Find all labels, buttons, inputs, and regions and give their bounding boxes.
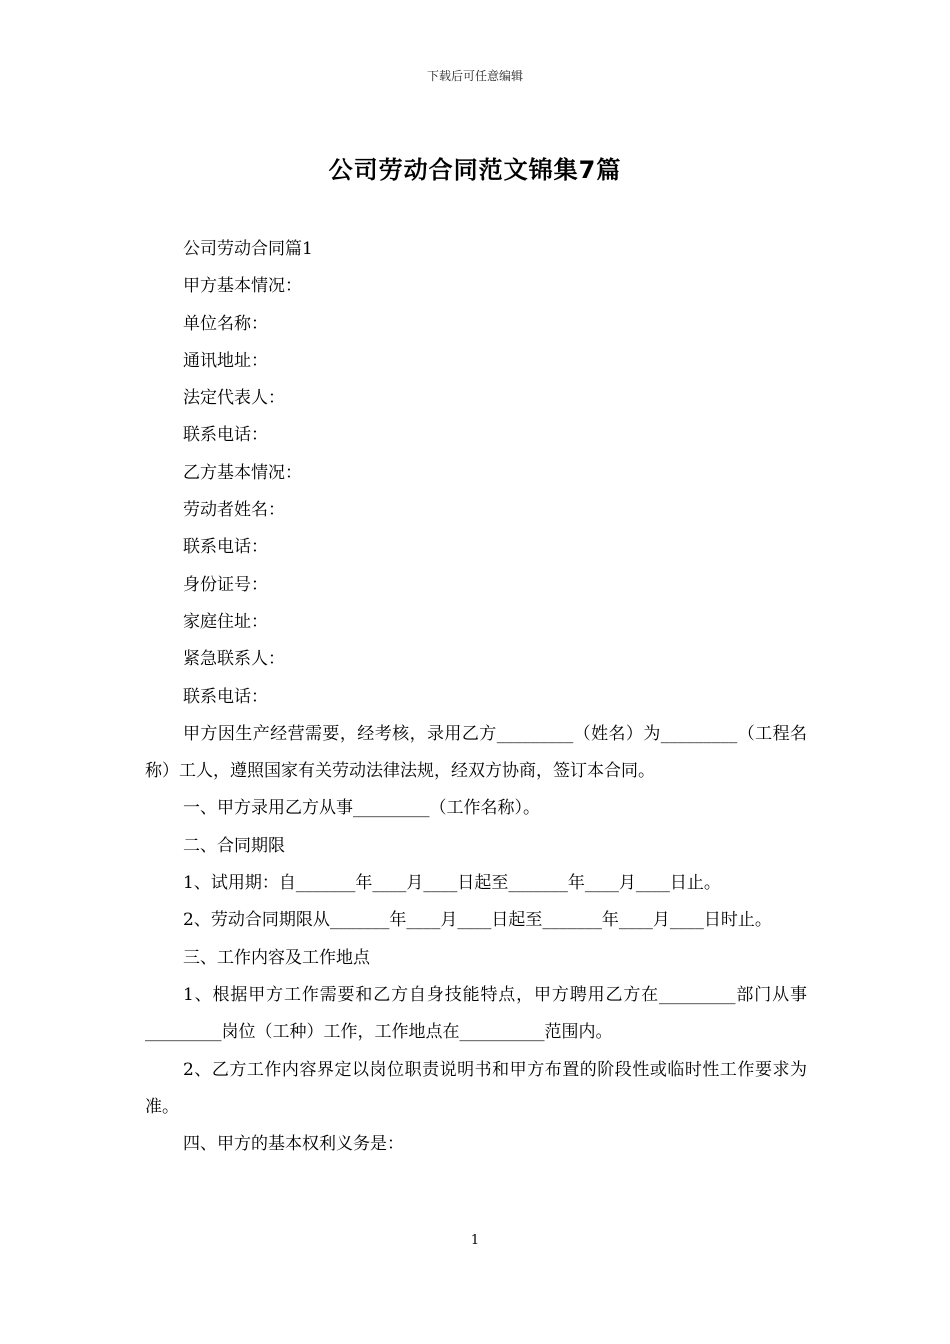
document-body bbox=[145, 231, 807, 1163]
form-field-label: 法定代表人： bbox=[183, 388, 285, 409]
party-b-heading: 乙方基本情况： bbox=[183, 462, 302, 483]
form-field-label: 联系电话： bbox=[183, 537, 268, 558]
header-note: 下载后可任意编辑 bbox=[426, 69, 523, 83]
page-number: 1 bbox=[470, 1233, 480, 1248]
form-field-label: 身份证号： bbox=[183, 574, 268, 595]
form-field-label: 联系电话： bbox=[183, 686, 268, 707]
form-field-label: 通讯地址： bbox=[183, 350, 268, 371]
clause-paragraph: 1、试用期：自_______年____月____日起至_______年____月____日止。 bbox=[183, 873, 721, 894]
form-field-label: 单位名称： bbox=[183, 313, 268, 334]
clause-paragraph: 2、劳动合同期限从_______年____月____日起至_______年____月____日时止。 bbox=[183, 910, 772, 931]
form-field-label: 联系电话： bbox=[183, 425, 268, 446]
clause-paragraph: 一、甲方录用乙方从事_________（工作名称）。 bbox=[183, 798, 540, 819]
clause-paragraph: 1、根据甲方工作需要和乙方自身技能特点，甲方聘用乙方在_________部门从事_________岗位（工种）工作，工作地点在__________范围内。 bbox=[145, 984, 807, 1043]
form-field-label: 家庭住址： bbox=[183, 611, 268, 632]
form-field-label: 紧急联系人： bbox=[183, 649, 285, 670]
document-title: 公司劳动合同范文锦集7篇 bbox=[328, 156, 622, 184]
form-field-label: 劳动者姓名： bbox=[183, 500, 285, 521]
clause-heading: 四、甲方的基本权利义务是： bbox=[183, 1134, 404, 1155]
body-paragraph: 甲方因生产经营需要，经考核，录用乙方_________（姓名）为_________（工程名称）工人，遵照国家有关劳动法律法规，经双方协商，签订本合同。 bbox=[145, 723, 807, 782]
section-heading: 公司劳动合同篇1 bbox=[183, 239, 313, 259]
clause-heading: 二、合同期限 bbox=[183, 835, 285, 856]
clause-paragraph: 2、乙方工作内容界定以岗位职责说明书和甲方布置的阶段性或临时性工作要求为准。 bbox=[145, 1059, 807, 1117]
clause-heading: 三、工作内容及工作地点 bbox=[183, 947, 370, 968]
party-a-heading: 甲方基本情况： bbox=[183, 276, 302, 297]
